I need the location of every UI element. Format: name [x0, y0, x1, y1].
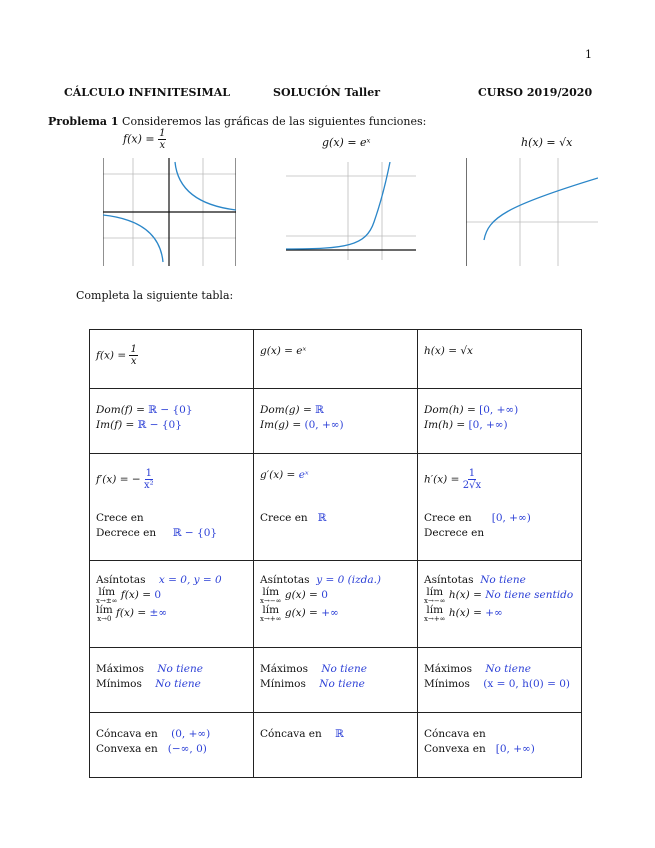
g-label: g(x) = eˣ — [322, 136, 371, 149]
cell-g-extrema: Máximos No tiene Mínimos No tiene — [254, 648, 418, 713]
document-title: SOLUCIÓN Taller — [273, 86, 381, 99]
cell-h-extrema: Máximos No tiene Mínimos (x = 0, h(0) = 0) — [418, 648, 582, 713]
cell-g-derivative: g′(x) = eˣ Crece en ℝ — [254, 454, 418, 561]
table-instruction: Completa la siguiente tabla: — [76, 289, 234, 302]
cell-h-domain: Dom(h) = [0, +∞) Im(h) = [0, +∞) — [418, 389, 582, 454]
cell-h-def: h(x) = √x — [418, 330, 582, 389]
f-label: f(x) = $\frac{1}{x}$ — [123, 128, 166, 151]
properties-table — [89, 329, 582, 778]
cell-h-concavity: Cóncava en Convexa en [0, +∞) — [418, 713, 582, 778]
cell-g-asymptotes: Asíntotas y = 0 (izda.) lím x→−∞ g(x) = 0 lím x→+∞ g(x) = +∞ — [254, 561, 418, 648]
table-row — [90, 648, 582, 713]
problem-statement — [48, 115, 426, 128]
cell-f-concavity: Cóncava en (0, +∞) Convexa en (−∞, 0) — [90, 713, 254, 778]
table-row — [90, 330, 582, 389]
course-year: CURSO 2019/2020 — [478, 86, 593, 99]
cell-f-asymptotes: Asíntotas x = 0, y = 0 lím x→±∞ f(x) = 0 lím x→0 f(x) = ±∞ — [90, 561, 254, 648]
cell-g-def: g(x) = eˣ — [254, 330, 418, 389]
graph-g — [286, 162, 416, 260]
cell-f-def: f(x) = $\frac{1}{x}$ — [90, 330, 254, 389]
cell-f-extrema: Máximos No tiene Mínimos No tiene — [90, 648, 254, 713]
cell-h-asymptotes: Asíntotas No tiene lím x→−∞ h(x) = No tiene sentido lím x→+∞ h(x) = +∞ — [418, 561, 582, 648]
graph-f — [103, 158, 236, 266]
problem-text: Consideremos las gráficas de las siguientes funciones: — [122, 115, 427, 128]
page-number: 1 — [585, 48, 592, 61]
cell-f-derivative: f′(x) = − $\frac{1}{\text{x²}}$ Crece en Decrece en ℝ − {0} — [90, 454, 254, 561]
cell-h-derivative: h′(x) = $\frac{1}{2√x}$ Crece en [0, +∞) Decrece en — [418, 454, 582, 561]
h-label: h(x) = √x — [521, 136, 573, 149]
cell-g-concavity: Cóncava en ℝ — [254, 713, 418, 778]
graph-h — [466, 158, 598, 266]
problem-label: Problema 1 — [48, 115, 119, 128]
table-row — [90, 389, 582, 454]
cell-f-domain: Dom(f) = ℝ − {0} Im(f) = ℝ − {0} — [90, 389, 254, 454]
table-row — [90, 713, 582, 778]
table-row — [90, 561, 582, 648]
table-row — [90, 454, 582, 561]
cell-g-domain: Dom(g) = ℝ Im(g) = (0, +∞) — [254, 389, 418, 454]
course-title: CÁLCULO INFINITESIMAL — [64, 86, 230, 99]
